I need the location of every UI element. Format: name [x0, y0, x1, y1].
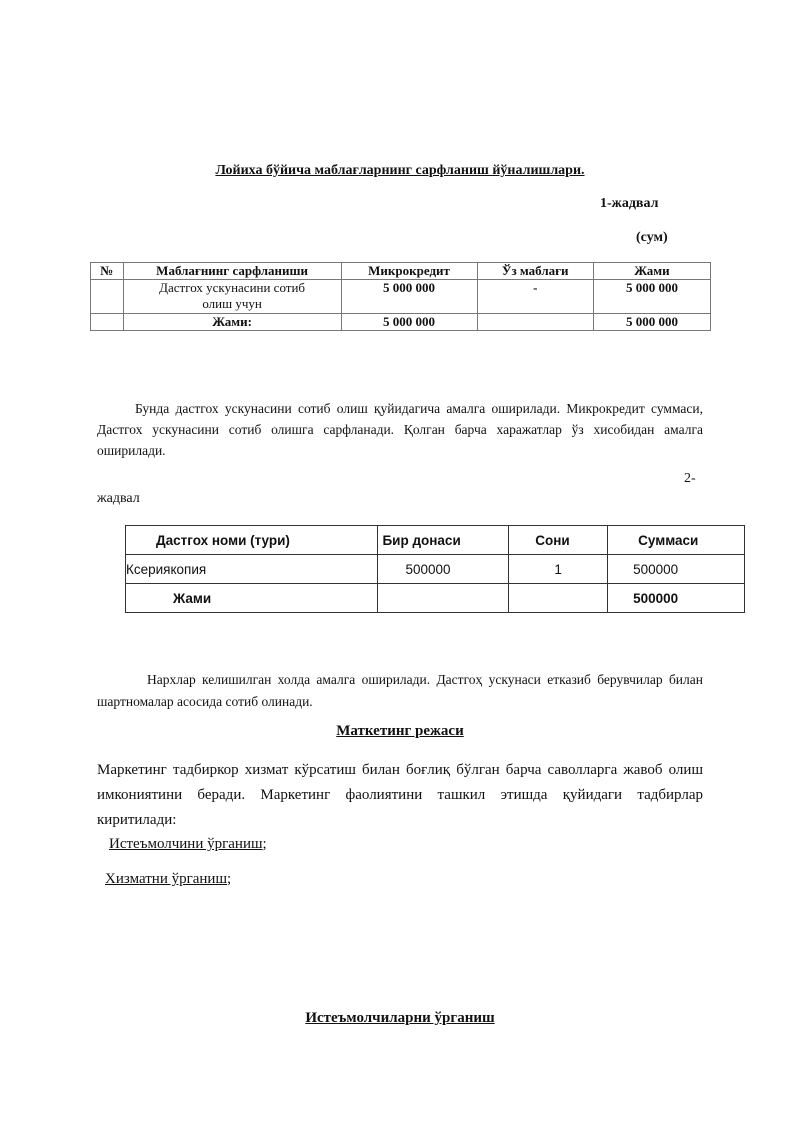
cell-empty [509, 584, 608, 613]
header-equipment-name: Дастгох номи (тури) [126, 526, 378, 555]
cell-number [91, 314, 124, 331]
table2-caption-word: жадвал [97, 491, 140, 506]
paragraph-prices-text: Нархлар келишилган холда амалга оширилади. Дастгоҳ ускунаси етказиб берувчилар билан шартномалар асосида сотиб олинади. [97, 672, 703, 709]
table-total-row [126, 584, 745, 613]
paragraph-purchase-text: Бунда дастгох ускунасини сотиб олиш қуйидагича амалга оширилади. Микрокредит суммаси, Дастгох ускунасини сотиб олишга сарфланади. Қолган барча харажатлар ўз хисобидан амалга оширилади. [97, 401, 703, 458]
header-microcredit: Микрокредит [341, 263, 477, 280]
header-expense: Маблағнинг сарфланиши [123, 263, 341, 280]
cell-microcredit-total: 5 000 000 [341, 314, 477, 331]
cell-expense: Дастгох ускунасини сотиб олиш учун [123, 280, 341, 314]
table1-number: 1-жадвал [600, 196, 659, 211]
document-title: Лойиха бўйича маблағларнинг сарфланиш йўналишлари. [215, 163, 585, 178]
cell-unit-price: 500000 [378, 555, 509, 584]
header-sum: Суммаси [608, 526, 745, 555]
table1-unit: (сум) [636, 230, 668, 245]
table-row [91, 280, 711, 314]
cell-own-funds-total [477, 314, 593, 331]
list-item-consumer: Истеъмолчини ўрганиш [109, 836, 263, 852]
paragraph-purchase [97, 398, 703, 461]
table-header-row [91, 263, 711, 280]
cell-total-label: Жами: [123, 314, 341, 331]
cell-microcredit: 5 000 000 [341, 280, 477, 314]
marketing-heading: Маткетинг режаси [336, 723, 464, 739]
equipment-table [125, 525, 745, 613]
list-item-suffix: ; [262, 836, 267, 852]
cell-own-funds: - [477, 280, 593, 314]
cell-empty [378, 584, 509, 613]
paragraph-prices [97, 669, 703, 713]
cell-sum: 500000 [608, 555, 745, 584]
list-item-suffix: ; [227, 871, 232, 887]
table-header-row [126, 526, 745, 555]
header-unit-price: Бир донаси [378, 526, 509, 555]
list-item [109, 836, 267, 853]
cell-total: 5 000 000 [593, 280, 710, 314]
header-total: Жами [593, 263, 710, 280]
consumers-heading: Истеъмолчиларни ўрганиш [305, 1010, 495, 1026]
cell-quantity: 1 [509, 555, 608, 584]
table-total-row [91, 314, 711, 331]
table2-number: 2- [684, 471, 696, 486]
funding-table [90, 262, 711, 331]
cell-grand-total: 500000 [608, 584, 745, 613]
list-item-service: Хизматни ўрганиш [105, 871, 228, 887]
cell-grand-total: 5 000 000 [593, 314, 710, 331]
header-number: № [91, 263, 124, 280]
cell-equipment-name: Ксериякопия [126, 555, 378, 584]
cell-number [91, 280, 124, 314]
header-quantity: Сони [509, 526, 608, 555]
marketing-paragraph: Маркетинг тадбиркор хизмат кўрсатиш билан боғлиқ бўлган барча саволларга жавоб олиш имкониятини беради. Маркетинг фаолиятини ташкил этишда қуйидаги тадбирлар киритилади: [97, 762, 703, 828]
list-item [105, 871, 231, 888]
table-row [126, 555, 745, 584]
cell-total-label: Жами [126, 584, 378, 613]
header-own-funds: Ўз маблағи [477, 263, 593, 280]
